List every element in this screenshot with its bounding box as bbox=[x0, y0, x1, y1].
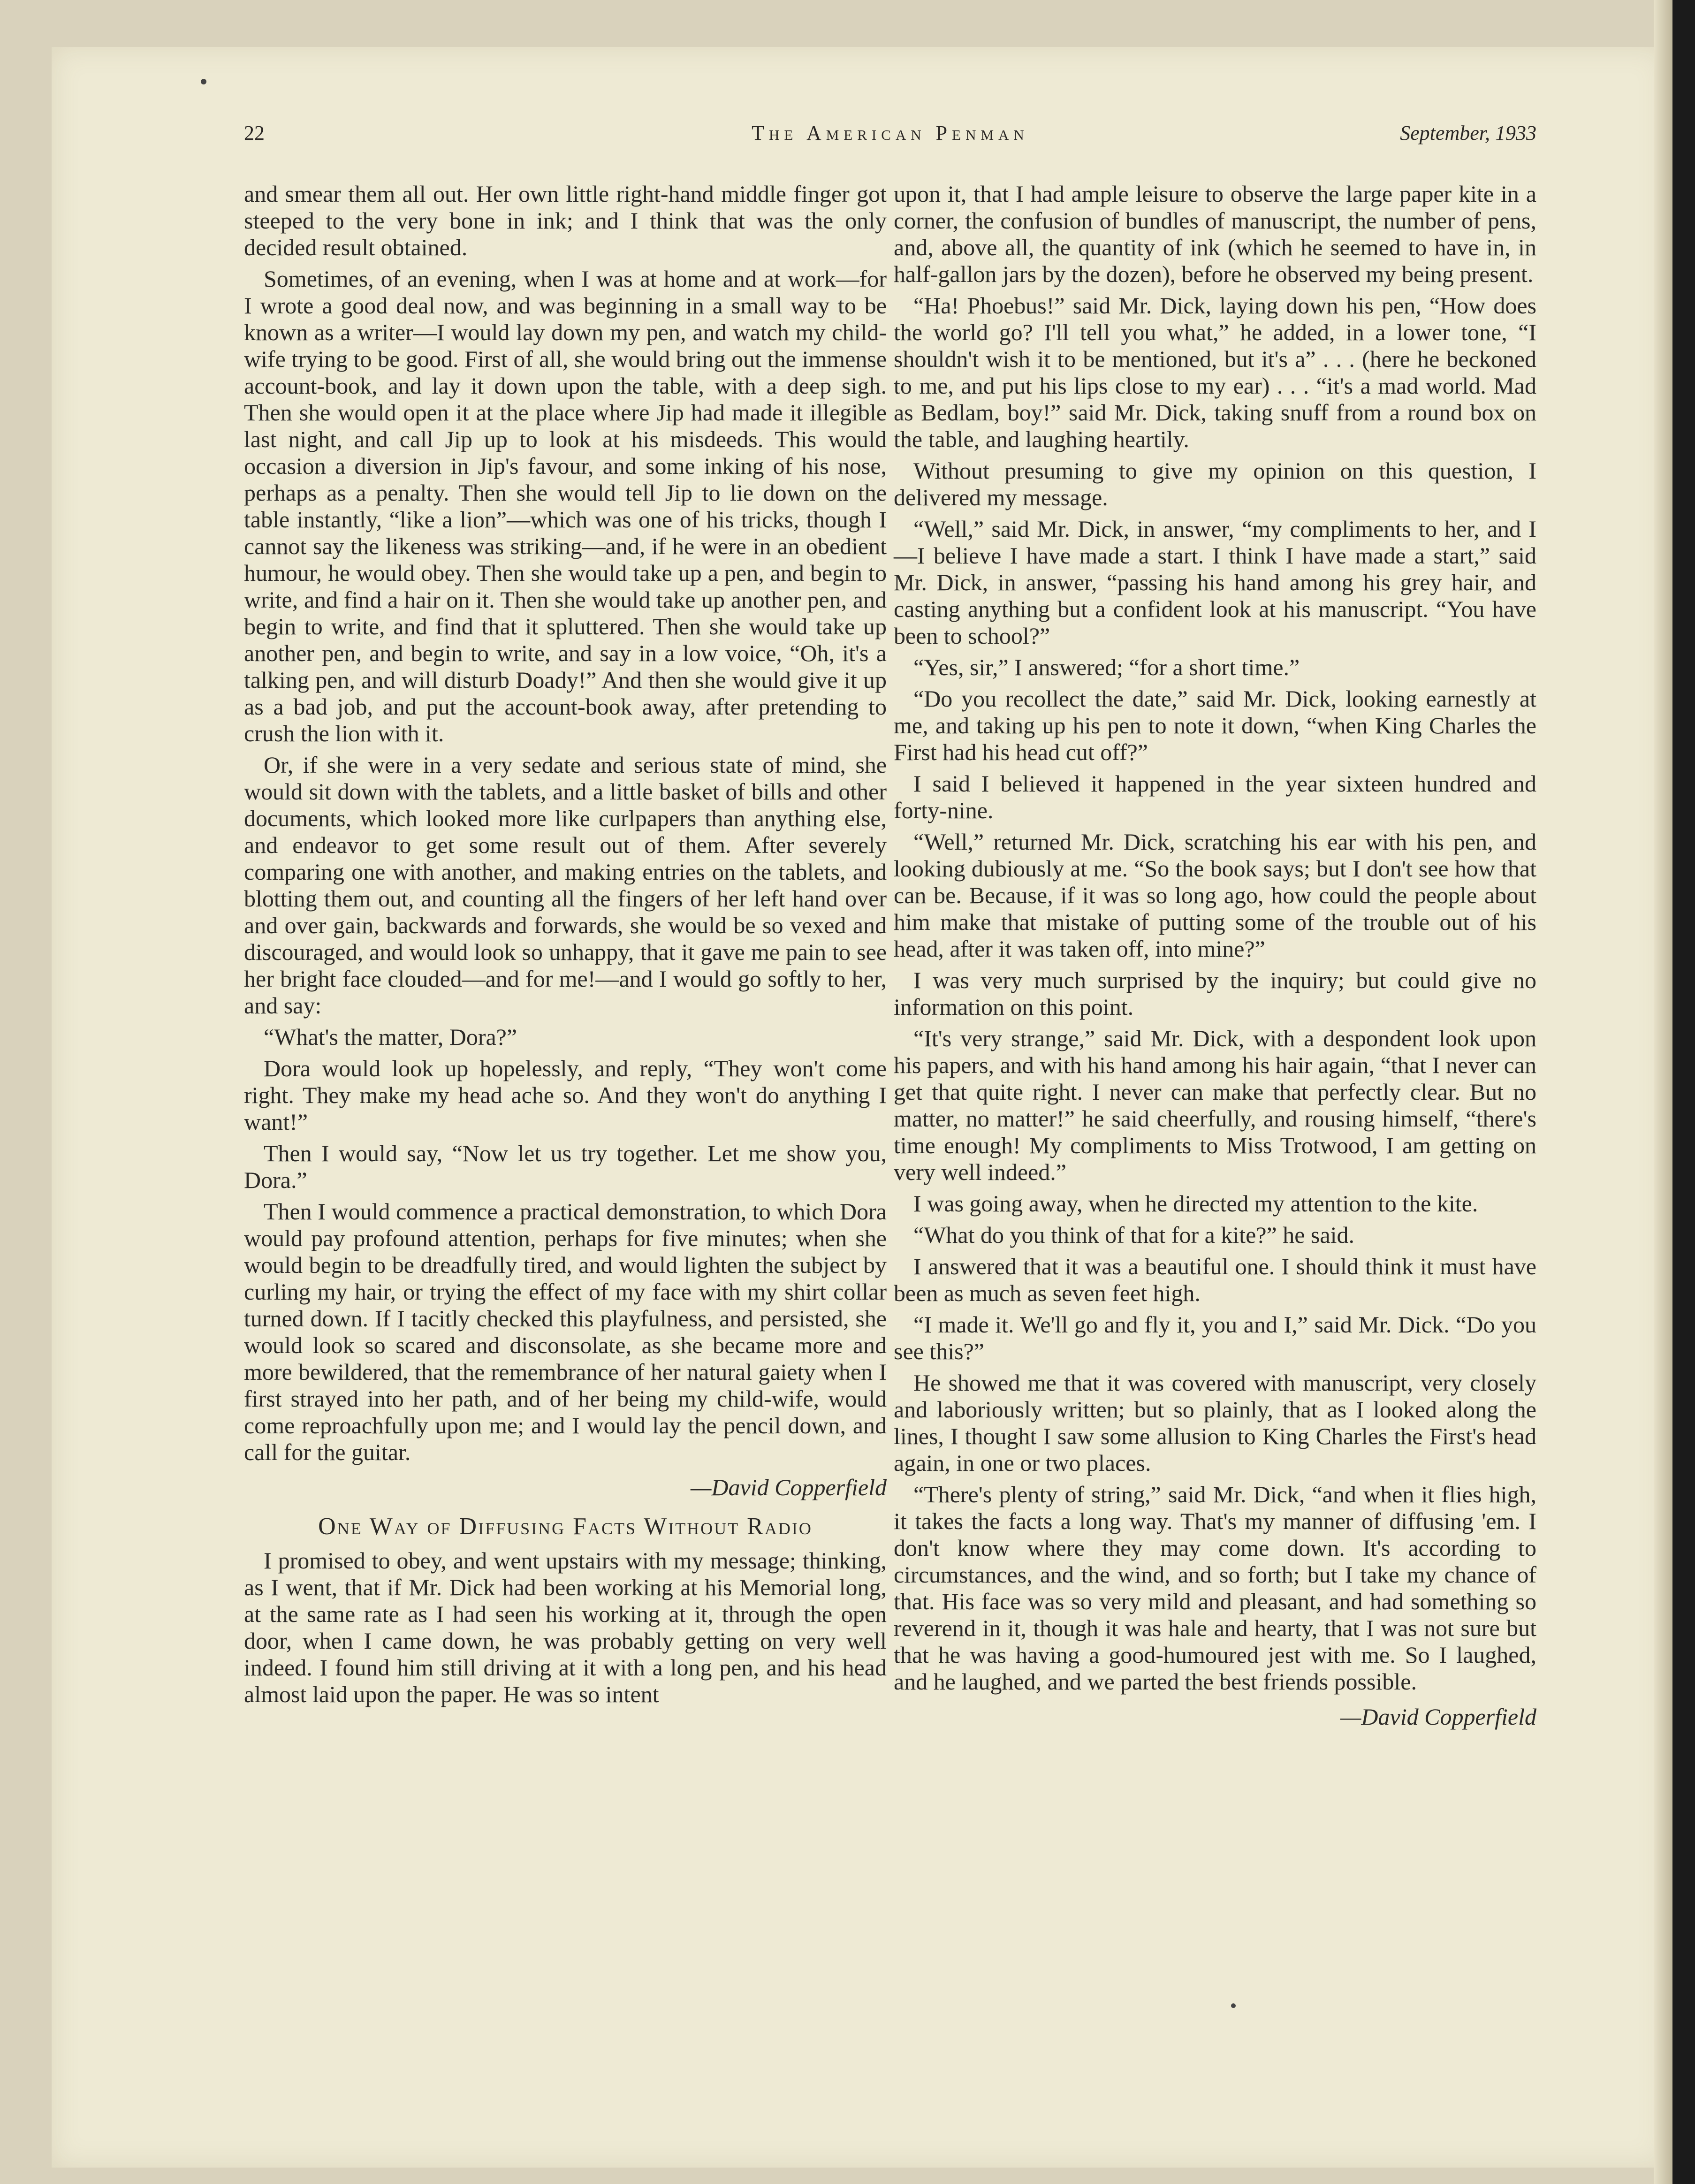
left-column bbox=[244, 181, 887, 1712]
page-number: 22 bbox=[244, 122, 265, 145]
paragraph: upon it, that I had ample leisure to observe the large paper kite in a corner, the confusion of bundles of manuscript, the number of pens, and, above all, the quantity of ink (which he seemed to have in, in half-gallon jars by the dozen), before he observed my being present. bbox=[894, 181, 1536, 287]
paragraph: I was going away, when he directed my attention to the kite. bbox=[913, 1190, 1478, 1217]
paragraph: “Well,” returned Mr. Dick, scratching his ear with his pen, and looking dubiously at me. “So the book says; but I don't see how that can be. Because, if it was so long ago, how could the people about him make that mistake of putting some of the trouble out of his head, after it was taken off, into mine?” bbox=[894, 829, 1536, 962]
paragraph: “Well,” said Mr. Dick, in answer, “my compliments to her, and I—I believe I have made a start. I think I have made a start,” said Mr. Dick, in answer, “passing his hand among his grey hair, and casting anything but a confident look at his manuscript. “You have been to school?” bbox=[894, 516, 1536, 649]
paragraph: “What do you think of that for a kite?” he said. bbox=[913, 1222, 1354, 1248]
attribution: —David Copperfield bbox=[1340, 1704, 1536, 1730]
paragraph: Sometimes, of an evening, when I was at home and at work—for I wrote a good deal now, and was beginning in a small way to be known as a writer—I would lay down my pen, and watch my child-wife trying to be good. First of all, she would bring out the immense account-book, and lay it down upon the table, with a deep sigh. Then she would open it at the place where Jip had made it illegible last night, and call Jip up to look at his misdeeds. This would occasion a diversion in Jip's favour, and some inking of his nose, perhaps as a penalty. Then she would tell Jip to lie down on the table instantly, “like a lion”—which was one of his tricks, though I cannot say the likeness was striking—and, if he were in an obedient humour, he would obey. Then she would take up a pen, and begin to write, and find a hair on it. Then she would take up another pen, and begin to write, and find that it spluttered. Then she would take up another pen, and begin to write, and say in a low voice, “Oh, it's a talking pen, and will disturb Doady!” And then she would give it up as a bad job, and put the account-book away, after pretending to crush the lion with it. bbox=[244, 266, 887, 746]
paragraph: I answered that it was a beautiful one. I should think it must have been as much as seven feet high. bbox=[894, 1253, 1536, 1306]
adjacent-page-edge bbox=[1654, 0, 1672, 2184]
paragraph: Then I would say, “Now let us try together. Let me show you, Dora.” bbox=[244, 1140, 887, 1193]
scan-border bbox=[1672, 0, 1695, 2184]
speck-mark bbox=[201, 79, 206, 84]
paragraph: “There's plenty of string,” said Mr. Dick, “and when it flies high, it takes the facts a long way. That's my manner of diffusing 'em. I don't know where they may come down. It's according to circumstances, and the wind, and so forth; but I take my chance of that. His face was so very mild and pleasant, and had something so reverend in it, though it was hale and hearty, that I was not sure but that he was having a good-humoured jest with me. So I laughed, and he laughed, and we parted the best friends possible. bbox=[894, 1481, 1536, 1695]
paragraph: Or, if she were in a very sedate and serious state of mind, she would sit down with the tablets, and a little basket of bills and other documents, which looked more like curlpapers than anything else, and endeavor to get some result out of them. After severely comparing one with another, and making entries on the tablets, and blotting them out, and counting all the fingers of her left hand over and over gain, backwards and forwards, she would be so vexed and discouraged, and would look so unhappy, that it gave me pain to see her bright face clouded—and for me!—and I would go softly to her, and say: bbox=[244, 752, 887, 1019]
section-heading: One Way of Diffusing Facts Without Radio bbox=[318, 1513, 813, 1540]
speck-mark bbox=[1231, 2003, 1236, 2008]
paragraph: and smear them all out. Her own little right-hand middle finger got steeped to the very bone in ink; and I think that was the only decided result obtained. bbox=[244, 181, 887, 260]
magazine-title: The American Penman bbox=[752, 122, 1029, 145]
paragraph: “It's very strange,” said Mr. Dick, with a despondent look upon his papers, and with his hand among his hair again, “that I never can get that quite right. I never can make that perfectly clear. But no matter, no matter!” he said cheerfully, and rousing himself, “there's time enough! My compliments to Miss Trotwood, I am getting on very well indeed.” bbox=[894, 1025, 1536, 1185]
paragraph: “Ha! Phoebus!” said Mr. Dick, laying down his pen, “How does the world go? I'll tell you what,” he added, in a lower tone, “I shouldn't wish it to be mentioned, but it's a” . . . (here he beckoned to me, and put his lips close to my ear) . . . “it's a mad world. Mad as Bedlam, boy!” said Mr. Dick, taking snuff from a round box on the table, and laughing heartily. bbox=[894, 292, 1536, 452]
paragraph: “Yes, sir,” I answered; “for a short time.” bbox=[913, 654, 1300, 680]
right-column bbox=[894, 181, 1536, 1743]
paragraph: I promised to obey, and went upstairs with my message; thinking, as I went, that if Mr. Dick had been working at his Memorial long, at the same rate as I had seen his working at it, through the open door, when I came down, he was probably getting on very well indeed. I found him still driving at it with a long pen, and his head almost laid upon the paper. He was so intent bbox=[244, 1547, 887, 1707]
paragraph: Dora would look up hopelessly, and reply, “They won't come right. They make my head ache so. And they won't do anything I want!” bbox=[244, 1055, 887, 1135]
paragraph: “What's the matter, Dora?” bbox=[264, 1024, 517, 1050]
paragraph: “Do you recollect the date,” said Mr. Dick, looking earnestly at me, and taking up his pen to note it down, “when King Charles the First had his head cut off?” bbox=[894, 685, 1536, 765]
issue-date: September, 1933 bbox=[1400, 122, 1536, 145]
paragraph: “I made it. We'll go and fly it, you and I,” said Mr. Dick. “Do you see this?” bbox=[894, 1311, 1536, 1364]
paragraph: Then I would commence a practical demonstration, to which Dora would pay profound attention, perhaps for five minutes; when she would begin to be dreadfully tired, and would lighten the subject by curling my hair, or trying the effect of my face with my shirt collar turned down. If I tacitly checked this playfulness, and persisted, she would look so scared and disconsolate, as she became more and more bewildered, that the remembrance of her natural gaiety when I first strayed into her path, and of her being my child-wife, would come reproachfully upon me; and I would lay the pencil down, and call for the guitar. bbox=[244, 1198, 887, 1465]
page-header bbox=[244, 121, 1536, 154]
paragraph: He showed me that it was covered with manuscript, very closely and laboriously written; but so plainly, that as I looked along the lines, I thought I saw some allusion to King Charles the First's head again, in one or two places. bbox=[894, 1370, 1536, 1476]
attribution: —David Copperfield bbox=[690, 1474, 887, 1500]
paragraph: I was very much surprised by the inquiry; but could give no information on this point. bbox=[894, 967, 1536, 1020]
paragraph: I said I believed it happened in the year sixteen hundred and forty-nine. bbox=[894, 770, 1536, 823]
paragraph: Without presuming to give my opinion on this question, I delivered my message. bbox=[894, 457, 1536, 510]
